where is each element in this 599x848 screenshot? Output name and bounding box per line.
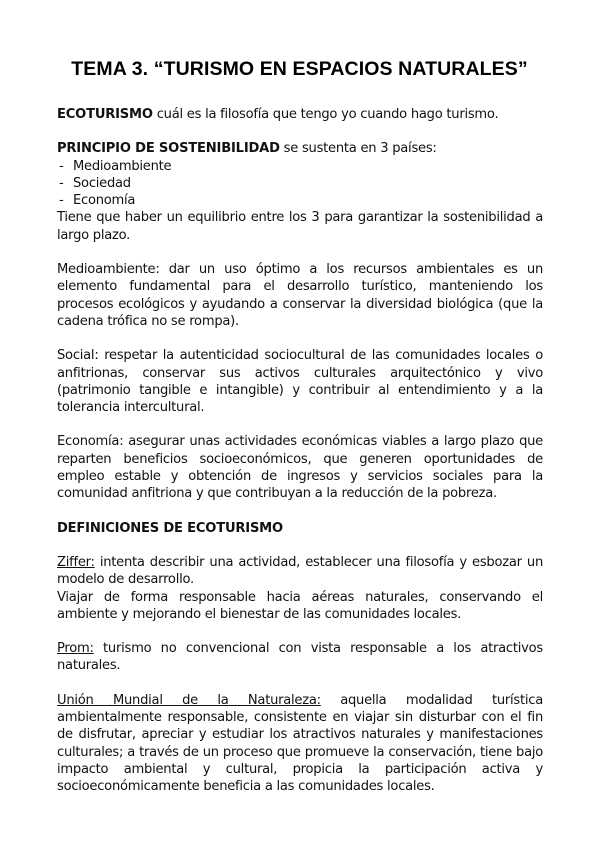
ecoturismo-term: ECOTURISMO [57, 107, 153, 122]
principio-conclusion: Tiene que haber un equilibrio entre los 3 para garantizar la sostenibilidad a largo plazo. [57, 210, 543, 243]
definiciones-heading: DEFINICIONES DE ECOTURISMO [57, 520, 283, 536]
principio-text: se sustenta en 3 países: [279, 141, 437, 157]
medioambiente-paragraph: Medioambiente: dar un uso óptimo a los recursos ambientales es un elemento fundamental para el desarrollo turístico, manteniendo los procesos ecológicos y ayudando a conservar la diversidad biológica (que la cadena trófica no se rompa). [57, 262, 543, 329]
ziffer-text: intenta describir una actividad, establecer una filosofía y esbozar un modelo de desarrollo. [57, 554, 543, 588]
ziffer-author: Ziffer: [57, 554, 95, 570]
union-paragraph [57, 692, 543, 796]
document-body [57, 106, 543, 796]
prom-text: turismo no convencional con vista responsable a los atractivos naturales. [57, 641, 543, 674]
principio-paragraph [57, 140, 543, 157]
economia-paragraph: Economía: asegurar unas actividades económicas viables a largo plazo que reparten beneficios socioeconómicos, que generen oportunidades de empleo estable y obtención de ingresos y servicios sociales para la comunidad anfitriona y que contribuyan a la reducción de la pobreza. [57, 434, 543, 502]
union-author: Unión Mundial de la Naturaleza: [57, 692, 321, 708]
ziffer-paragraph [57, 554, 543, 589]
ecoturismo-paragraph [57, 106, 543, 123]
union-text: aquella modalidad turística ambientalmente responsable, consistente en viajar sin disturbar con el fin de disfrutar, apreciar y estudiar los atractivos naturales y manifestaciones culturales; a través de un proceso que promueve la conservación, tiene bajo impacto ambiental y cultural, propicia la participación activa y socioeconómicamente beneficia a las comunidades locales. [57, 692, 543, 795]
list-item: - Sociedad [57, 175, 543, 192]
document-title: TEMA 3. “TURISMO EN ESPACIOS NATURALES” [71, 58, 528, 80]
principio-term: PRINCIPIO DE SOSTENIBILIDAD [57, 141, 280, 157]
prom-author: Prom: [57, 641, 94, 657]
principio-list [57, 158, 543, 210]
social-paragraph: Social: respetar la autenticidad sociocultural de las comunidades locales o anfitrionas, conservar sus activos culturales arquitectónico y vivo (patrimonio tangible e intangible) y contribuir al entendimiento y a la tolerancia intercultural. [57, 348, 543, 416]
ecoturismo-text: cuál es la filosofía que tengo yo cuando hago turismo. [152, 107, 499, 122]
ziffer-extra: Viajar de forma responsable hacia aéreas naturales, conservando el ambiente y mejorando el bienestar de las comunidades locales. [57, 589, 543, 622]
prom-paragraph [57, 640, 543, 675]
list-item: - Economía [57, 192, 543, 209]
list-item: - Medioambiente [57, 158, 543, 175]
